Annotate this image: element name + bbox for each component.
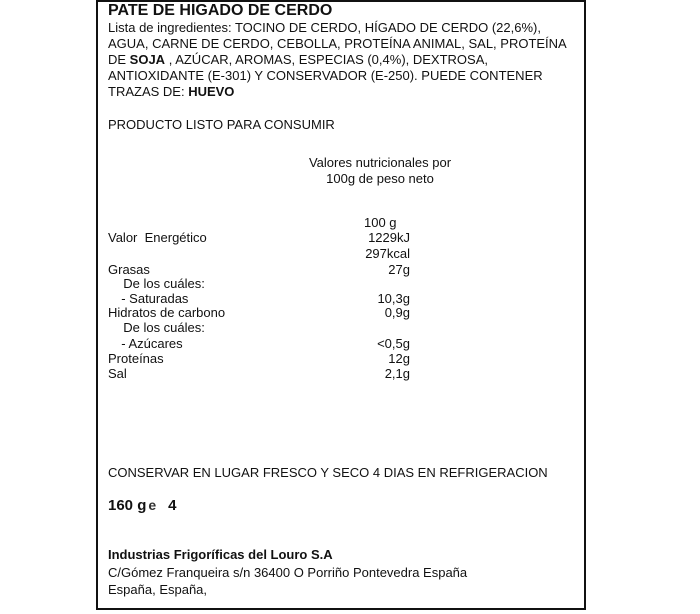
ingredients-list — [108, 20, 578, 100]
ingredients-line: ANTIOXIDANTE (E-301) Y CONSERVADOR (E-250). PUEDE CONTENER — [108, 68, 543, 83]
net-weight-number: 4 — [168, 497, 177, 514]
nutrition-row-value: 297kcal — [365, 246, 410, 261]
nutrition-row-value: 10,3g — [377, 291, 410, 306]
nutrition-row-value: <0,5g — [377, 336, 410, 351]
ingredients-line: Lista de ingredientes: TOCINO DE CERDO, HÍGADO DE CERDO (22,6%), — [108, 20, 541, 35]
ingredients-line — [108, 52, 578, 68]
allergen-huevo: HUEVO — [188, 84, 235, 99]
net-weight-value: 160 g — [108, 497, 147, 514]
nutrition-row-label: Valor Energético — [108, 230, 207, 245]
nutrition-row-label: Sal — [108, 366, 127, 381]
ready-to-eat-note: PRODUCTO LISTO PARA CONSUMIR — [108, 117, 335, 132]
nutrition-row-value: 0,9g — [384, 305, 410, 320]
storage-instructions: CONSERVAR EN LUGAR FRESCO Y SECO 4 DIAS EN REFRIGERACION — [108, 465, 548, 480]
ingredients-line: AGUA, CARNE DE CERDO, CEBOLLA, PROTEÍNA ANIMAL, SAL, PROTEÍNA — [108, 36, 567, 51]
nutrition-row-value: 27g — [388, 262, 410, 277]
nutrition-row-value: 1229kJ — [368, 230, 410, 245]
nutrition-header-line2: 100g de peso neto — [326, 171, 434, 186]
nutrition-row-label: De los cuáles: — [116, 276, 205, 291]
nutrition-row-label: - Azúcares — [114, 336, 183, 351]
allergen-soja: SOJA — [129, 52, 166, 67]
ingredients-text: , AZÚCAR, AROMAS, ESPECIAS (0,4%), DEXTROSA, — [165, 52, 488, 67]
nutrition-row-value: 2,1g — [384, 366, 410, 381]
nutrition-row-label: Hidratos de carbono — [108, 305, 226, 320]
nutrition-header-line1: Valores nutricionales por — [308, 155, 452, 170]
nutrition-row-label: Proteínas — [108, 351, 164, 366]
manufacturer-country: España, España, — [108, 582, 208, 597]
nutrition-column-header: 100 g — [364, 215, 397, 230]
nutrition-row-label: Grasas — [108, 262, 150, 277]
manufacturer-name: Industrias Frigoríficas del Louro S.A — [108, 547, 333, 562]
ingredients-text: DE — [108, 52, 130, 67]
nutrition-row-value: 12g — [388, 351, 410, 366]
net-weight — [108, 498, 177, 513]
ingredients-text: TRAZAS DE: — [108, 84, 189, 99]
ingredients-line — [108, 84, 578, 100]
product-title: PATE DE HIGADO DE CERDO — [108, 2, 333, 19]
nutrition-row-label: - Saturadas — [114, 291, 189, 306]
nutrition-row-label: De los cuáles: — [116, 320, 205, 335]
estimated-sign-icon: e — [148, 497, 157, 513]
manufacturer-address: C/Gómez Franqueira s/n 36400 O Porriño Pontevedra España — [108, 565, 468, 580]
